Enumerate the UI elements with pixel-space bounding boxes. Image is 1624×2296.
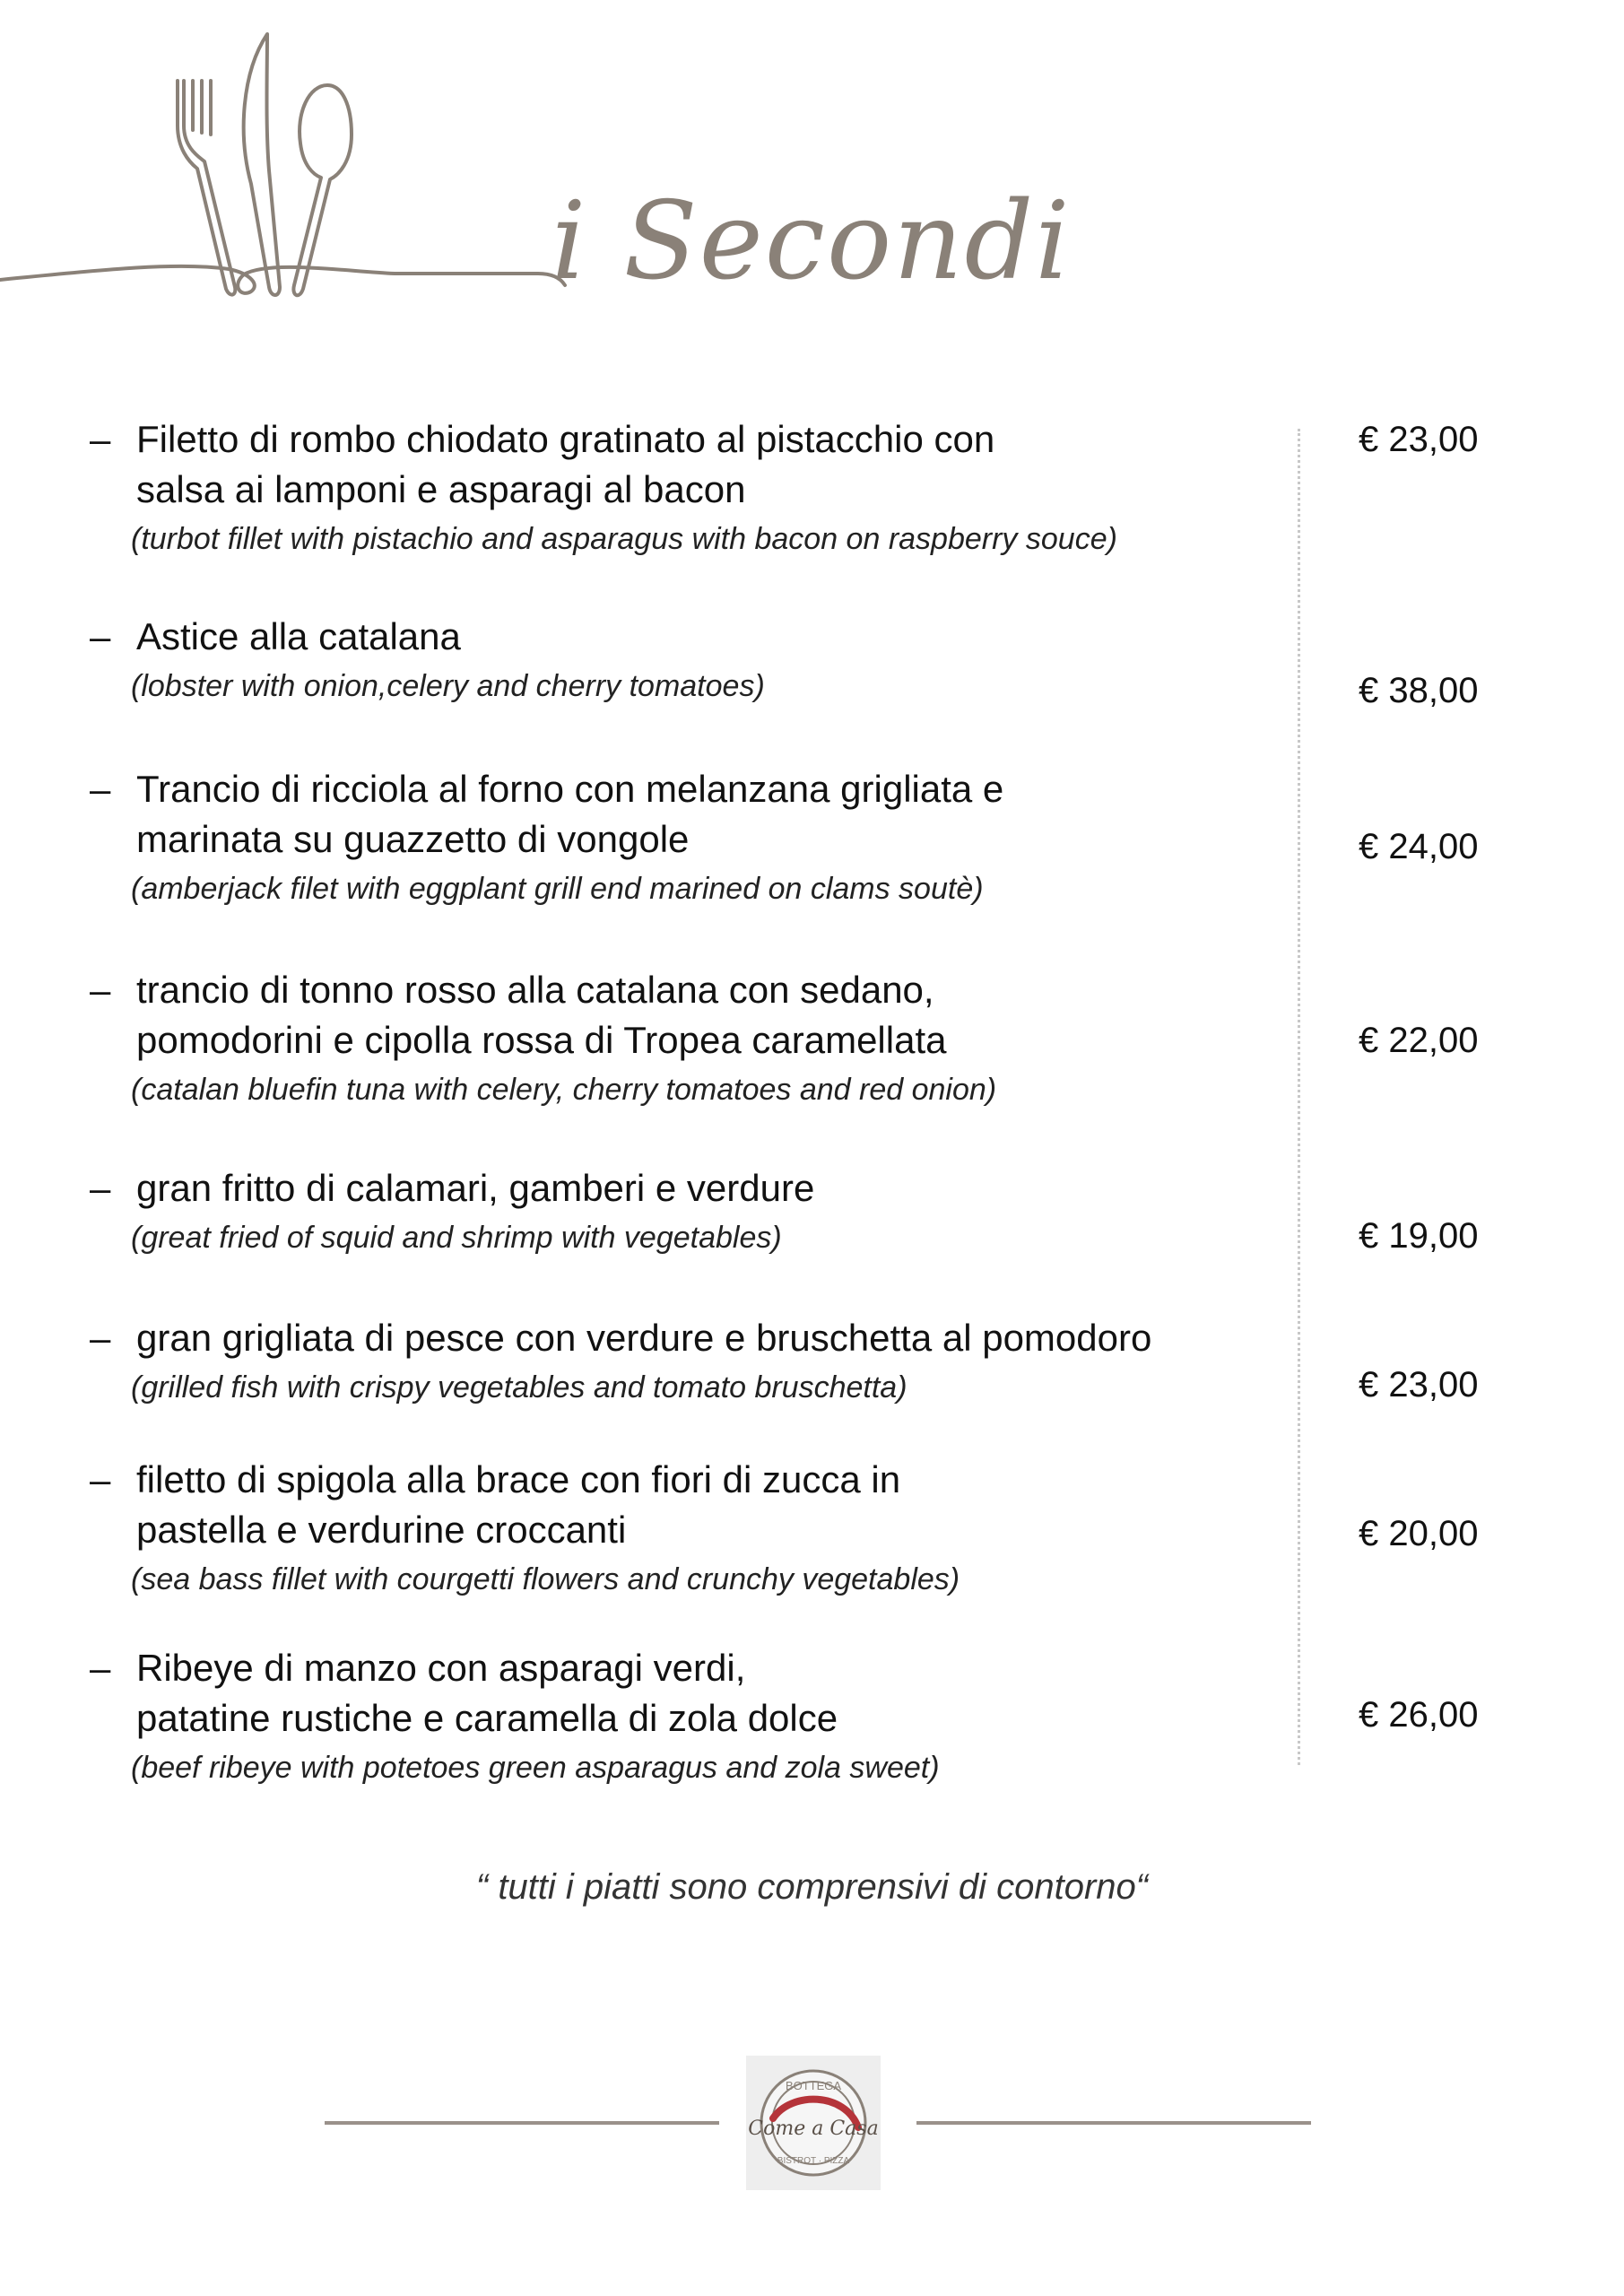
- page-title: i Secondi: [551, 179, 1072, 304]
- dish-name: Trancio di ricciola al forno con melanzana grigliata e marinata su guazzetto di vongole: [136, 768, 1004, 860]
- footer-divider-left: [325, 2121, 719, 2125]
- dish-translation: (catalan bluefin tuna with celery, cherry tomatoes and red onion): [131, 1073, 997, 1107]
- dish-price: € 22,00: [1359, 1021, 1479, 1060]
- footer-note: “ tutti i piatti sono comprensivi di contorno“: [475, 1867, 1149, 1907]
- dish-translation: (turbot fillet with pistachio and asparagus with bacon on raspberry souce): [131, 522, 1117, 556]
- dish-name: gran fritto di calamari, gamberi e verdure: [136, 1167, 815, 1209]
- dish-price: € 20,00: [1359, 1514, 1479, 1553]
- dish-price: € 19,00: [1359, 1216, 1479, 1256]
- menu-item: – Filetto di rombo chiodato gratinato al pistacchio con salsa ai lamponi e asparagi al bacon (turbot fillet with pistachio and asparagus with bacon on raspberry souce): [90, 414, 1255, 560]
- dish-price: € 38,00: [1359, 671, 1479, 710]
- menu-item: – filetto di spigola alla brace con fiori di zucca in pastella e verdurine croccanti (sea bass fillet with courgetti flowers and crunchy vegetables): [90, 1455, 1255, 1600]
- dish-translation: (sea bass fillet with courgetti flowers and crunchy vegetables): [131, 1562, 960, 1596]
- dish-translation: (grilled fish with crispy vegetables and tomato bruschetta): [131, 1370, 908, 1405]
- dish-price: € 24,00: [1359, 827, 1479, 866]
- menu-item: – gran grigliata di pesce con verdure e bruschetta al pomodoro (grilled fish with crispy vegetables and tomato bruschetta): [90, 1313, 1255, 1408]
- logo-main-text: Come a Casa: [748, 2118, 879, 2140]
- dish-translation: (beef ribeye with potetoes green asparagus and zola sweet): [131, 1751, 940, 1785]
- dish-name: gran grigliata di pesce con verdure e bruschetta al pomodoro: [136, 1317, 1152, 1359]
- dish-name: Filetto di rombo chiodato gratinato al pistacchio con salsa ai lamponi e asparagi al bacon: [136, 418, 995, 510]
- dish-translation: (amberjack filet with eggplant grill end marined on clams soutè): [131, 872, 984, 906]
- dish-translation: (great fried of squid and shrimp with vegetables): [131, 1221, 782, 1255]
- menu-item: – Ribeye di manzo con asparagi verdi, patatine rustiche e caramella di zola dolce (beef ribeye with potetoes green asparagus and zola sweet): [90, 1643, 1255, 1788]
- dish-price: € 23,00: [1359, 420, 1479, 459]
- menu-item: – gran fritto di calamari, gamberi e verdure (great fried of squid and shrimp with vegetables): [90, 1163, 1255, 1258]
- footer-divider-right: [916, 2121, 1311, 2125]
- menu-item: – Astice alla catalana (lobster with onion,celery and cherry tomatoes): [90, 612, 1255, 707]
- dish-name: Ribeye di manzo con asparagi verdi, patatine rustiche e caramella di zola dolce: [136, 1647, 838, 1739]
- dish-name: trancio di tonno rosso alla catalana con sedano, pomodorini e cipolla rossa di Tropea caramellata: [136, 969, 947, 1061]
- column-divider: [1298, 429, 1300, 1765]
- menu-item: – trancio di tonno rosso alla catalana con sedano, pomodorini e cipolla rossa di Tropea caramellata (catalan bluefin tuna with celery, cherry tomatoes and red onion): [90, 965, 1255, 1110]
- menu-item: – Trancio di ricciola al forno con melanzana grigliata e marinata su guazzetto di vongole (amberjack filet with eggplant grill end marined on clams soutè): [90, 764, 1255, 909]
- dish-price: € 26,00: [1359, 1695, 1479, 1735]
- dish-name: filetto di spigola alla brace con fiori di zucca in pastella e verdurine croccanti: [136, 1458, 901, 1551]
- logo-bottom-text: BISTROT · PIZZA: [777, 2156, 850, 2166]
- logo-top-text: BOTTEGA: [785, 2079, 842, 2092]
- dish-price: € 23,00: [1359, 1365, 1479, 1405]
- dish-name: Astice alla catalana: [136, 615, 461, 657]
- dish-translation: (lobster with onion,celery and cherry tomatoes): [131, 669, 765, 703]
- restaurant-logo: [746, 2056, 881, 2190]
